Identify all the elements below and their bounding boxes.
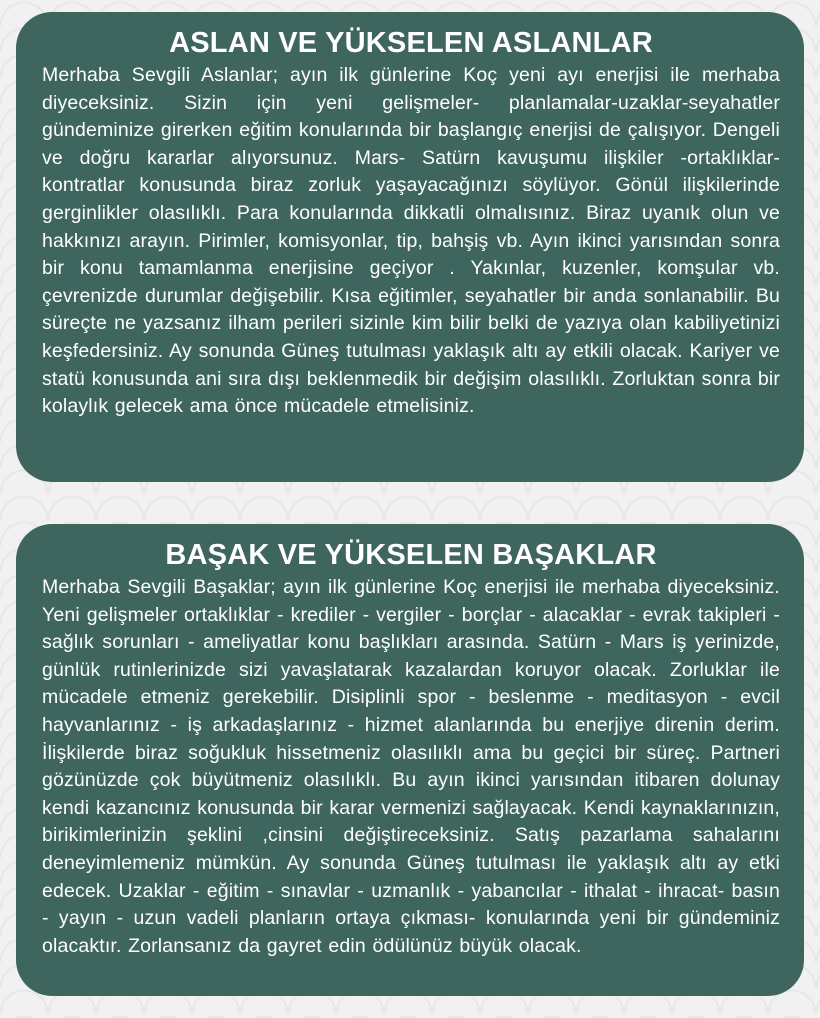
virgo-section-text: Merhaba Sevgili Başaklar; ayın ilk günlerine Koç enerjisi ile merhaba diyeceksiniz. Yeni gelişmeler ortaklıklar - krediler - vergiler - borçlar - alacaklar - evrak takipleri - sağlık sorunları - ameliyatlar konu başlıkları arasında. Satürn - Mars iş yerinizde, günlük rutinlerinizde sizi yavaşlatarak kazalardan koruyor olacak. Zorluklar ile mücadele etmeniz gerekebilir. Disiplinli spor - beslenme - meditasyon - evcil hayvanlarınız - iş arkadaşlarınız - hizmet alanlarında bu enerjiye direnin derim. İlişkilerde biraz soğukluk hissetmeniz olasılıklı ama bu geçici bir süreç. Partneri gözünüzde çok büyütmeniz olasılıklı. Bu ayın ikinci yarısından itibaren dolunay kendi kazancınız konusunda bir karar vermenizi sağlayacak. Kendi kaynaklarınızın, birikimlerinizin şeklini ,cinsini değiştireceksiniz. Satış pazarlama sahalarını deneyimlemeniz mümkün. Ay sonunda Güneş tutulması ile yaklaşık altı ay etki edecek. Uzaklar - eğitim - sınavlar - uzmanlık - yabancılar - ithalat - ihracat- basın - yayın - uzun vadeli planların ortaya çıkması- konularında yeni bir gündeminiz olacaktır. Zorlansanız da gayret edin ödülünüz büyük olacak. <box>42 576 780 957</box>
leo-section-text: Merhaba Sevgili Aslanlar; ayın ilk günlerine Koç yeni ayı enerjisi ile merhaba diyeceksiniz. Sizin için yeni gelişmeler- planlamalar-uzaklar-seyahatler gündeminize girerken eğitim konularında bir başlangıç enerjisi de çalışıyor. Dengeli ve doğru kararlar alıyorsunuz. Mars- Satürn kavuşumu ilişkiler -ortaklıklar- kontratlar konusunda biraz zorluk yaşayacağınızı söylüyor. Gönül ilişkilerinde gerginlikler olasılıklı. Para konularında dikkatli olmalısınız. Biraz uyanık olun ve hakkınızı arayın. Pirimler, komisyonlar, tip, bahşiş vb. Ayın ikinci yarısından sonra bir konu tamamlanma enerjisine geçiyor . Yakınlar, kuzenler, komşular vb. çevrenizde durumlar değişebilir. Kısa eğitimler, seyahatler bir anda sonlanabilir. Bu süreçte ne yazsanız ilham perileri sizinle kim bilir belki de yazıya olan kabiliyetinizi keşfedersiniz. Ay sonunda Güneş tutulması yaklaşık altı ay etkili olacak. Kariyer ve statü konusunda ani sıra dışı beklenmedik bir değişim olasılıklı. Zorluktan sonra bir kolaylık gelecek ama önce mücadele etmelisiniz. <box>42 64 780 418</box>
leo-horoscope-card <box>16 12 804 482</box>
virgo-section-title: BAŞAK VE YÜKSELEN BAŞAKLAR <box>165 539 657 571</box>
virgo-horoscope-card <box>16 524 804 996</box>
leo-section-title: ASLAN VE YÜKSELEN ASLANLAR <box>169 27 653 59</box>
